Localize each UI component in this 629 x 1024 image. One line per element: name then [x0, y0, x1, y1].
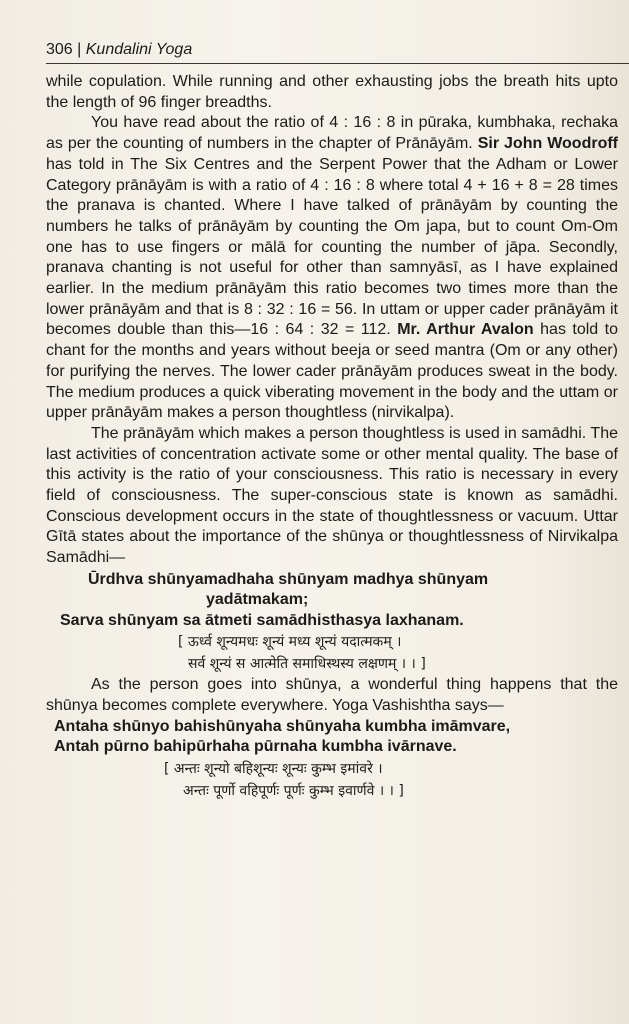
paragraph-4: As the person goes into shūnya, a wonderful thing happens that the shūnya becomes complete everywhere. Yoga Vashishtha says—	[46, 676, 618, 714]
devanagari-line-2: सर्व शून्यं स आत्मेति समाधिस्थस्य लक्षणम् । । ]	[188, 656, 426, 673]
verse-line-1: Ūrdhva shūnyamadhaha shūnyam madhya shūnyam	[88, 570, 489, 588]
page-body	[46, 72, 618, 802]
paragraph-2-part-a: You have read about the ratio of 4 : 16 : 8 in pūraka, kumbhaka, rechaka as per the counting of numbers in the chapter of Prānāyām.	[46, 114, 618, 153]
devanagari-line-3: [ अन्तः शून्यो बहिशून्यः शून्यः कुम्भ इमांवरे ।	[164, 761, 383, 778]
verse-line-5: Antah pūrno bahipūrhaha pūrnaha kumbha ivārnave.	[54, 738, 457, 756]
page-number: 306 |	[46, 41, 82, 58]
paragraph-2-part-e: has told to chant for the months and years without beeja or seed mantra (Om or any other) for purifying the nerves. The lower cader prānāyām produces sweat in the body. The medium produces a quick viberating movement in the body and the uttam or upper prānāyām makes a person thoughtless (nirvikalpa).	[46, 321, 619, 422]
author-name-woodroff: Sir John Woodroff	[477, 135, 618, 153]
page-header	[46, 40, 629, 60]
verse-line-4: Antaha shūnyo bahishūnyaha shūnyaha kumbha imāmvare,	[54, 717, 511, 735]
devanagari-line-4: अन्तः पूर्णो वहिपूर्णः पूर्णः कुम्भ इवार्णवे । । ]	[183, 783, 404, 800]
author-name-avalon: Mr. Arthur Avalon	[397, 321, 534, 339]
paragraph-1: while copulation. While running and other exhausting jobs the breath hits upto the length of 96 finger breadths.	[46, 73, 618, 111]
paragraph-2	[46, 113, 618, 424]
header-rule	[46, 63, 629, 64]
verse-line-3: Sarva shūnyam sa ātmeti samādhisthasya laxhanam.	[60, 611, 464, 629]
running-title: Kundalini Yoga	[85, 41, 193, 58]
paragraph-3: The prānāyām which makes a person thoughtless is used in samādhi. The last activities of concentration activate some or other mental quality. The base of this activity is the ratio of your consciousness. This ratio is necessary in every field of consciousness. The super-conscious state is known as samādhi. Conscious development occurs in the state of thoughtlessness or vacuum. Uttar Gītā states about the importance of the shūnya or thoughtlessness of Nirvikalpa Samādhi—	[46, 424, 618, 567]
devanagari-line-1: [ ऊर्ध्व शून्यमधः शून्यं मध्य शून्यं यदात्मकम् ।	[178, 634, 402, 651]
verse-line-2: yadātmakam;	[206, 590, 309, 608]
paragraph-2-part-c: has told in The Six Centres and the Serpent Power that the Adham or Lower Category prānāyām is with a ratio of 4 : 16 : 8 where total 4 + 16 + 8 = 28 times the pranava is chanted. Where I have talked of prānāyām by counting the numbers he talks of prānāyām by counting the Om japa, but to count Om-Om one has to use fingers or mālā for counting the number of jāpa. Secondly, pranava chanting is not useful for other than samnyāsī, as I have explained earlier. In the medium prānāyām this ratio becomes two times more than the lower prānāyām and that is 8 : 32 : 16 = 56. In uttam or upper cader prānāyām it becomes double than this—16 : 64 : 32 = 112.	[46, 155, 618, 339]
